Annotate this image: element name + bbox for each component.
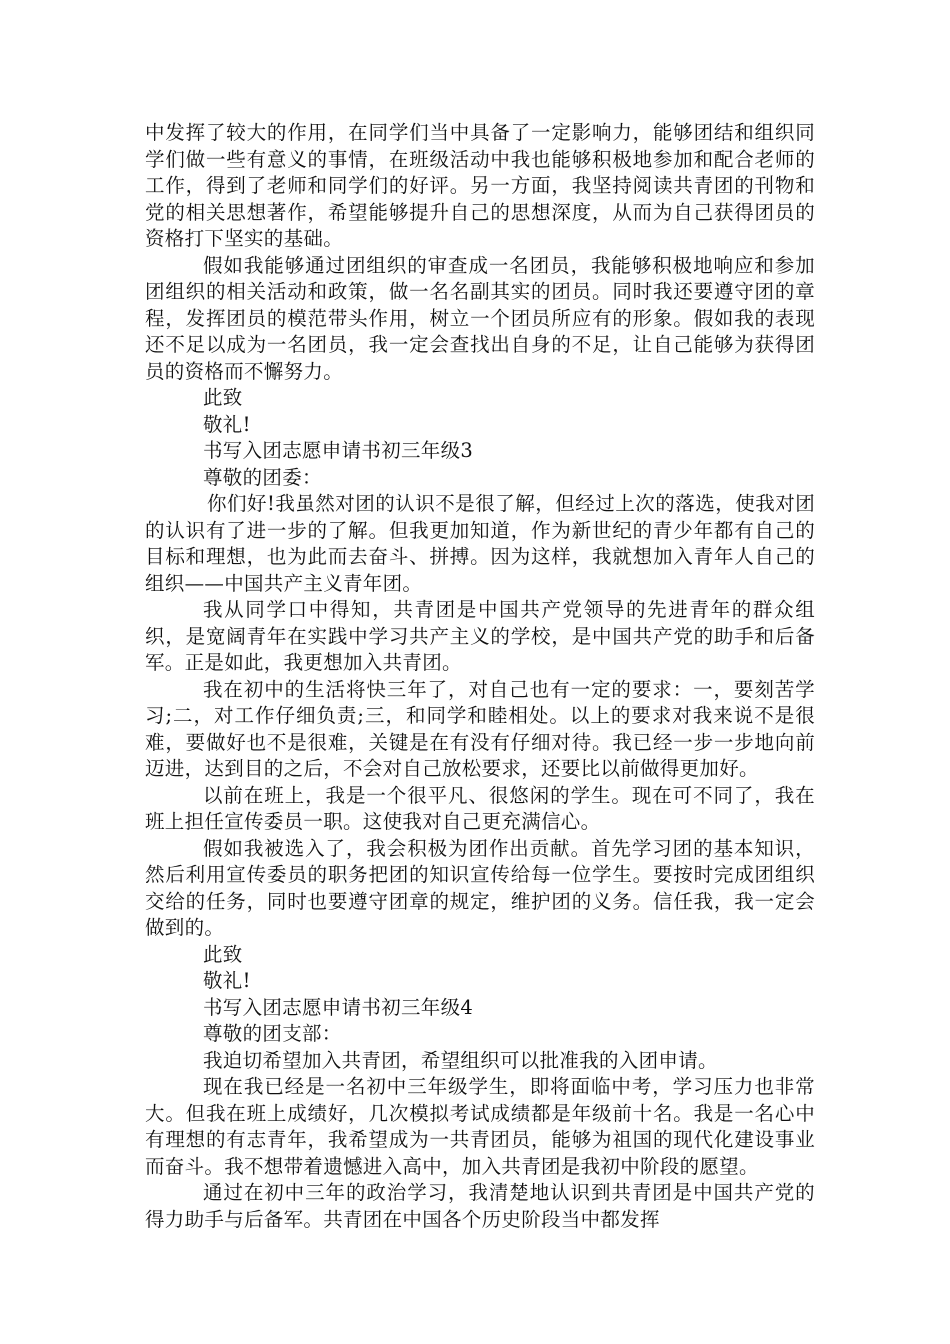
closing-salutation: 此致	[203, 942, 243, 966]
closing-respect: 敬礼!	[203, 412, 251, 436]
closing-salutation: 此致	[203, 386, 243, 409]
paragraph: 我在初中的生活将快三年了，对自己也有一定的要求：一，要刻苦学习;二，对工作仔细负责;三，和同学和睦相处。以上的要求对我来说不是很难，要做好也不是很难，关键是在有没有仔细对待。我已经一步一步地向前迈进，达到目的之后，不会对自己放松要求，还要比以前做得更加好。	[145, 677, 815, 780]
section-heading: 书写入团志愿申请书初三年级3	[203, 439, 474, 462]
paragraph: 通过在初中三年的政治学习，我清楚地认识到共青团是中国共产党的得力助手与后备军。共青团在中国各个历史阶段当中都发挥	[145, 1181, 815, 1231]
text-block-continuation: 中发挥了较大的作用，在同学们当中具备了一定影响力，能够团结和组织同学们做一些有意义的事情，在班级活动中我也能够积极地参加和配合老师的工作，得到了老师和同学们的好评。另一方面，我坚持阅读共青团的刊物和党的相关思想著作，希望能够提升自己的思想深度，从而为自己获得团员的资格打下坚实的基础。	[145, 121, 815, 250]
letter-greeting: 尊敬的团委：	[203, 465, 322, 489]
section-heading: 书写入团志愿申请书初三年级4	[203, 995, 474, 1019]
paragraph: 我从同学口中得知，共青团是中国共产党领导的先进青年的群众组织，是宽阔青年在实践中学习共产主义的学校，是中国共产党的助手和后备军。正是如此，我更想加入共青团。	[145, 598, 815, 674]
paragraph: 以前在班上，我是一个很平凡、很悠闲的学生。现在可不同了，我在班上担任宣传委员一职。这使我对自己更充满信心。	[145, 783, 815, 833]
paragraph: 你们好!我虽然对团的认识不是很了解，但经过上次的落选，使我对团的认识有了进一步的了解。但我更加知道，作为新世纪的青少年都有自己的目标和理想，也为此而去奋斗、拼搏。因为这样，我就想加入青年人自己的组织——中国共产主义青年团。	[145, 492, 815, 595]
paragraph: 我迫切希望加入共青团，希望组织可以批准我的入团申请。	[203, 1048, 718, 1072]
paragraph: 现在我已经是一名初中三年级学生，即将面临中考，学习压力也非常大。但我在班上成绩好，几次模拟考试成绩都是年级前十名。我是一名心中有理想的有志青年，我希望成为一共青团员，能够为祖国的现代化建设事业而奋斗。我不想带着遗憾进入高中，加入共青团是我初中阶段的愿望。	[145, 1075, 815, 1178]
document-page	[145, 120, 815, 1233]
paragraph: 假如我被选入了，我会积极为团作出贡献。首先学习团的基本知识，然后利用宣传委员的职务把团的知识宣传给每一位学生。要按时完成团组织交给的任务，同时也要遵守团章的规定，维护团的义务。信任我，我一定会做到的。	[145, 836, 815, 939]
letter-greeting: 尊敬的团支部：	[203, 1022, 342, 1045]
closing-respect: 敬礼!	[203, 969, 251, 992]
paragraph: 假如我能够通过团组织的审查成一名团员，我能够积极地响应和参加团组织的相关活动和政策，做一名名副其实的团员。同时我还要遵守团的章程，发挥团员的模范带头作用，树立一个团员所应有的形象。假如我的表现还不足以成为一名团员，我一定会查找出自身的不足，让自己能够为获得团员的资格而不懈努力。	[145, 253, 815, 383]
